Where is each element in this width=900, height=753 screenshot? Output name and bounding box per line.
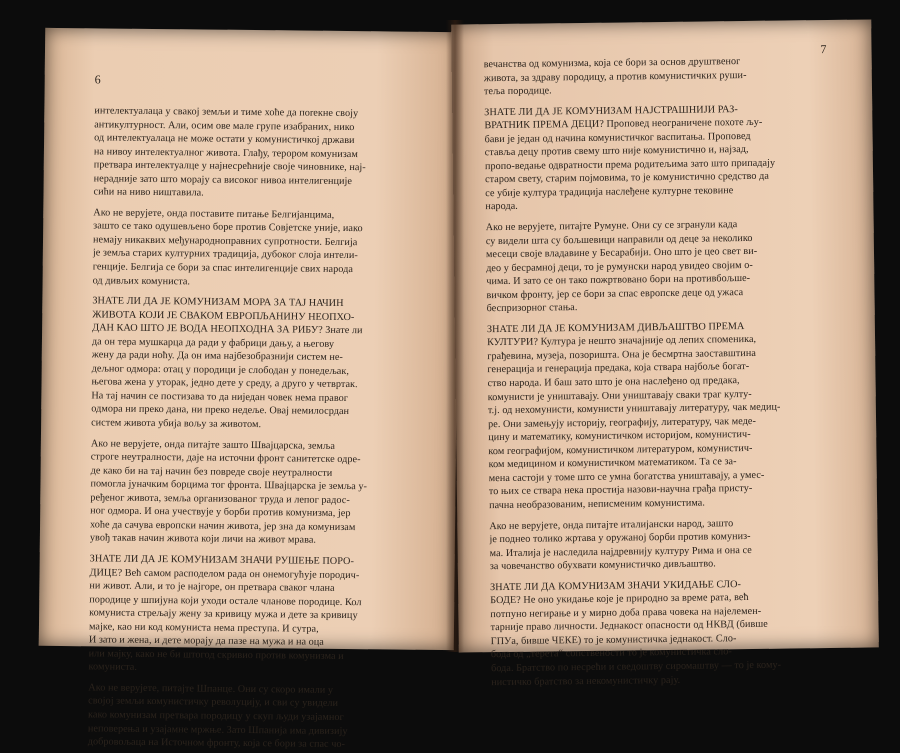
text-line: ство народа. И баш зато што је она наслеђено од предака,	[487, 375, 740, 390]
text-line: нистичко братство за некомунистичку рају.	[491, 674, 681, 688]
text-line: или мајку, како не би штогод скривио против комунизма и	[88, 648, 344, 662]
text-line: нерадније зато што морају са високог нивоа интелигенције	[93, 173, 353, 187]
text-line: то њих се ствара нека простија назови-научна грађа присту-	[488, 483, 753, 498]
text-line: сићи на ниво ништавила.	[93, 186, 204, 199]
text-line: ВРАТНИК ПРЕМА ДЕЦИ? Проповед неограничене похоте љу-	[484, 116, 763, 132]
text-line: вичком фронту, јер се бори за спас европске деце од ужаса	[486, 286, 744, 301]
text-line: антикултурност. Али, осим ове мале групе изабраних, нико	[94, 118, 355, 133]
text-line: ни живот. Али, и то је најгоре, он претвара сваког члана	[89, 580, 335, 594]
text-line: систем живота убија вољу за животом.	[91, 417, 262, 431]
text-line: потпуно негирање и у мирно доба права човека на најелемен-	[490, 605, 762, 620]
text-line: комуниста стрељају жену за кривицу мужа и дете за кривицу	[89, 607, 358, 622]
text-line: бода. Братство по несрећи и сведоштву сиромаштву — то је кому-	[490, 659, 782, 675]
text-line: Ако не верујете, питајте Шпанце. Они су скоро имали у	[88, 682, 334, 696]
text-line: за човечанство обухвати комунистичко дивљаштво.	[489, 558, 716, 573]
text-line: КУЛТУРИ? Култура је нешто значајније од лепих споменика,	[487, 334, 757, 349]
right-page	[451, 19, 879, 688]
text-line: су видели шта су бољшевици направили од деце за неколико	[485, 232, 753, 247]
text-line: генерација и генерација предака, која ствара најбоље богат-	[487, 361, 750, 376]
text-line: строге неутралности, даје на источни фронт санитетске одре-	[90, 451, 361, 466]
text-line: дељног одмора: отац у породици је слободан у понедељак,	[91, 363, 350, 377]
text-line: на нивоу интелектуалног живота. Глађу, терором комунизам	[93, 146, 358, 160]
text-line: мена састоји у томе што се умна богатства уништавају, а умес-	[488, 469, 765, 485]
text-line: де како би на тај начин без повреде своје неутралности	[90, 465, 333, 479]
text-line: вечанства од комунизма, која се бори за основ друштвеног	[483, 56, 741, 71]
text-line: пропо-ведање одвратности према родитељима зато што припадају	[484, 157, 776, 173]
text-line: ре. Они замењују историју, географију, литературу, чак меде-	[487, 415, 756, 430]
text-line: зашто се тако одушевљено боре против Совјетске уније, иако	[93, 220, 363, 235]
text-line: мајке, као ни код комуниста нема преступа. И сутра,	[88, 621, 319, 635]
text-line: од интелектуалаца не може остати у комунистичкој држави	[94, 132, 355, 147]
text-line: живота, за здраву породицу, а против комунистичких руши-	[483, 69, 747, 84]
text-line: одмора ни преко дана, ни преко недеље. Овај немилосрдан	[91, 403, 350, 418]
text-line: Ако не верујете, питајте Румуне. Они су се згранули када	[485, 219, 738, 234]
text-line: ком медицином и комунистичком математиком. Та се за-	[488, 456, 737, 471]
text-line: БОДЕ? Не оно укидање које је природно за време рата, већ	[490, 592, 749, 607]
text-line: ма. Италија је наследила најдревнију културу Рима и она се	[489, 544, 752, 559]
text-line: Ако не верујете, онда питајте зашто Швајцарска, земља	[90, 437, 336, 452]
text-line: пачна необразованим, неписменим комунистима.	[488, 497, 706, 512]
text-line: бода од „терета“ сопствености то је комунистичка сло-	[490, 646, 732, 661]
text-line: претвара интелектуалце у најнесрећније своје чиновнике, нај-	[93, 159, 366, 174]
text-line: теља породице.	[483, 85, 552, 98]
text-line: месеци своје владавине у Бесарабији. Оно што је цео свет ви-	[485, 245, 758, 261]
text-line: својој земљи комунистичку револуцију, и сви су увидели	[88, 695, 339, 710]
text-line: тарније право личности. Једнакост опасности од НКВД (бивше	[490, 619, 768, 634]
text-line: немају никаквих међународноправних супротности. Белгија	[92, 234, 358, 249]
text-line: ног одмора. И она учествује у борби против комунизма, јер	[90, 505, 351, 520]
text-line: бави је један од начина комунистичког васпитања. Проповед	[484, 130, 751, 145]
page-number: 7	[820, 42, 827, 57]
text-line: ЗНАТЕ ЛИ ДА ЈЕ КОМУНИЗАМ ЗНАЧИ РУШЕЊЕ ПОРО-	[89, 553, 354, 568]
page-number: 6	[94, 72, 101, 87]
text-line: ЗНАТЕ ЛИ ДА ЈЕ КОМУНИЗАМ НАЈСТРАШНИЈИ РАЗ-	[484, 103, 738, 118]
page-text	[484, 54, 840, 689]
text-line: генције. Белгија се бори за спас интелигенције свих народа	[92, 261, 354, 276]
text-line: помогла јуначким борцима тог фронта. Швајцарска је земља у-	[90, 478, 368, 493]
text-line: ДИЦЕ? Већ самом расподелом рада он онемогућује породич-	[89, 566, 360, 581]
text-line: да он тера мушкарца да ради у фабрици дању, а његову	[91, 336, 335, 350]
text-line: беспризорног стања.	[486, 302, 578, 315]
text-line: Ако не верујете, онда поставите питање Белгијанцима,	[93, 207, 335, 221]
text-line: На тај начин се постизава то да ниједан човек нема правог	[91, 390, 349, 404]
text-line: се убије култура традиција наслеђене културне тековине	[485, 185, 734, 200]
text-line: цину и математику, комунистичком историјом, комунистич-	[488, 429, 751, 444]
text-line: неповерења и узајамне мржње. Зато Шпанија има дивизију	[87, 722, 348, 737]
text-line: ком географијом, комунистичком литературом, комунистич-	[488, 442, 753, 457]
text-line: хоће да сачува европски начин живота, јер зна да комунизам	[89, 519, 356, 533]
text-line: чима. И зато се он тако пожртвовано бори на противбољше-	[486, 273, 751, 288]
text-line: И зато и жена, и дете морају да пазе на мужа и на оца	[88, 634, 324, 649]
text-line: део у бесрамној деци, то је румунски народ увидео својим о-	[486, 259, 753, 274]
text-line: старом свету, старим појмовима, то је комунистично средство да	[485, 171, 769, 186]
text-line: је земља старих културних традиција, дубоког слоја интели-	[92, 247, 358, 262]
text-line: ДАН КАО ШТО ЈЕ ВОДА НЕОПХОДНА ЗА РИБУ? Знате ли	[92, 322, 363, 337]
text-line: његова жена у уторак, једно дете у среду, а друго у четвртак.	[91, 376, 358, 391]
book-gutter	[446, 20, 464, 652]
text-line: добровољаца на Источном фронту, која се бори за спас чо-	[87, 736, 346, 751]
text-line: ЗНАТЕ ЛИ ДА КОМУНИЗАМ ЗНАЧИ УКИДАЊЕ СЛО-	[489, 578, 741, 593]
text-line: од дивљих комуниста.	[92, 274, 191, 287]
text-line: ЗНАТЕ ЛИ ДА ЈЕ КОМУНИЗАМ ДИВЉАШТВО ПРЕМА	[486, 320, 745, 336]
text-line: ЖИВОТА КОЈИ ЈЕ СВАКОМ ЕВРОПЉАНИНУ НЕОПХО-	[92, 309, 355, 323]
text-line: жену да ради ноћу. Да он има најбезобразнији систем не-	[91, 349, 343, 364]
text-line: како комунизам претвара породицу у скуп људи узајамног	[87, 709, 344, 723]
text-line: народа.	[485, 201, 518, 213]
text-line: ређеног живота, земља организованог труда и лепог радос-	[90, 492, 350, 506]
text-line: интелектуалаца у свакој земљи и тиме хоће да поreкне свoју	[94, 105, 359, 120]
text-line: увођ такав начин живота који личи на живот мрава.	[89, 532, 317, 547]
text-line: комуниста.	[88, 661, 138, 674]
left-page	[39, 28, 460, 751]
text-line: т.ј. од нехомунисти, комунисти уништавају литературу, чак медиц-	[487, 401, 781, 417]
text-line: ГПУа, бивше ЧЕКЕ) то је комунистичка једнакост. Сло-	[490, 633, 737, 648]
text-line: ставља децу против свему што није комунистично и, најзад,	[484, 144, 749, 159]
text-line: је поднео толико жртава у оружаној борби против комуниз-	[489, 531, 751, 546]
text-line: ЗНАТЕ ЛИ ДА ЈЕ КОМУНИЗАМ МОРА ЗА ТАЈ НАЧИН	[92, 295, 344, 310]
text-line: комунисти је уништавају. Они уништавају сваки траг култу-	[487, 388, 752, 403]
text-line: Ако не верујете, онда питајте италијански народ, зашто	[489, 517, 734, 532]
text-line: породице у шпијуна који уходи остале чланове породице. Кол	[89, 593, 362, 608]
text-line: грађевина, музеја, позоришта. Она је бесмртна заоставштина	[487, 347, 757, 363]
page-text	[88, 104, 435, 752]
